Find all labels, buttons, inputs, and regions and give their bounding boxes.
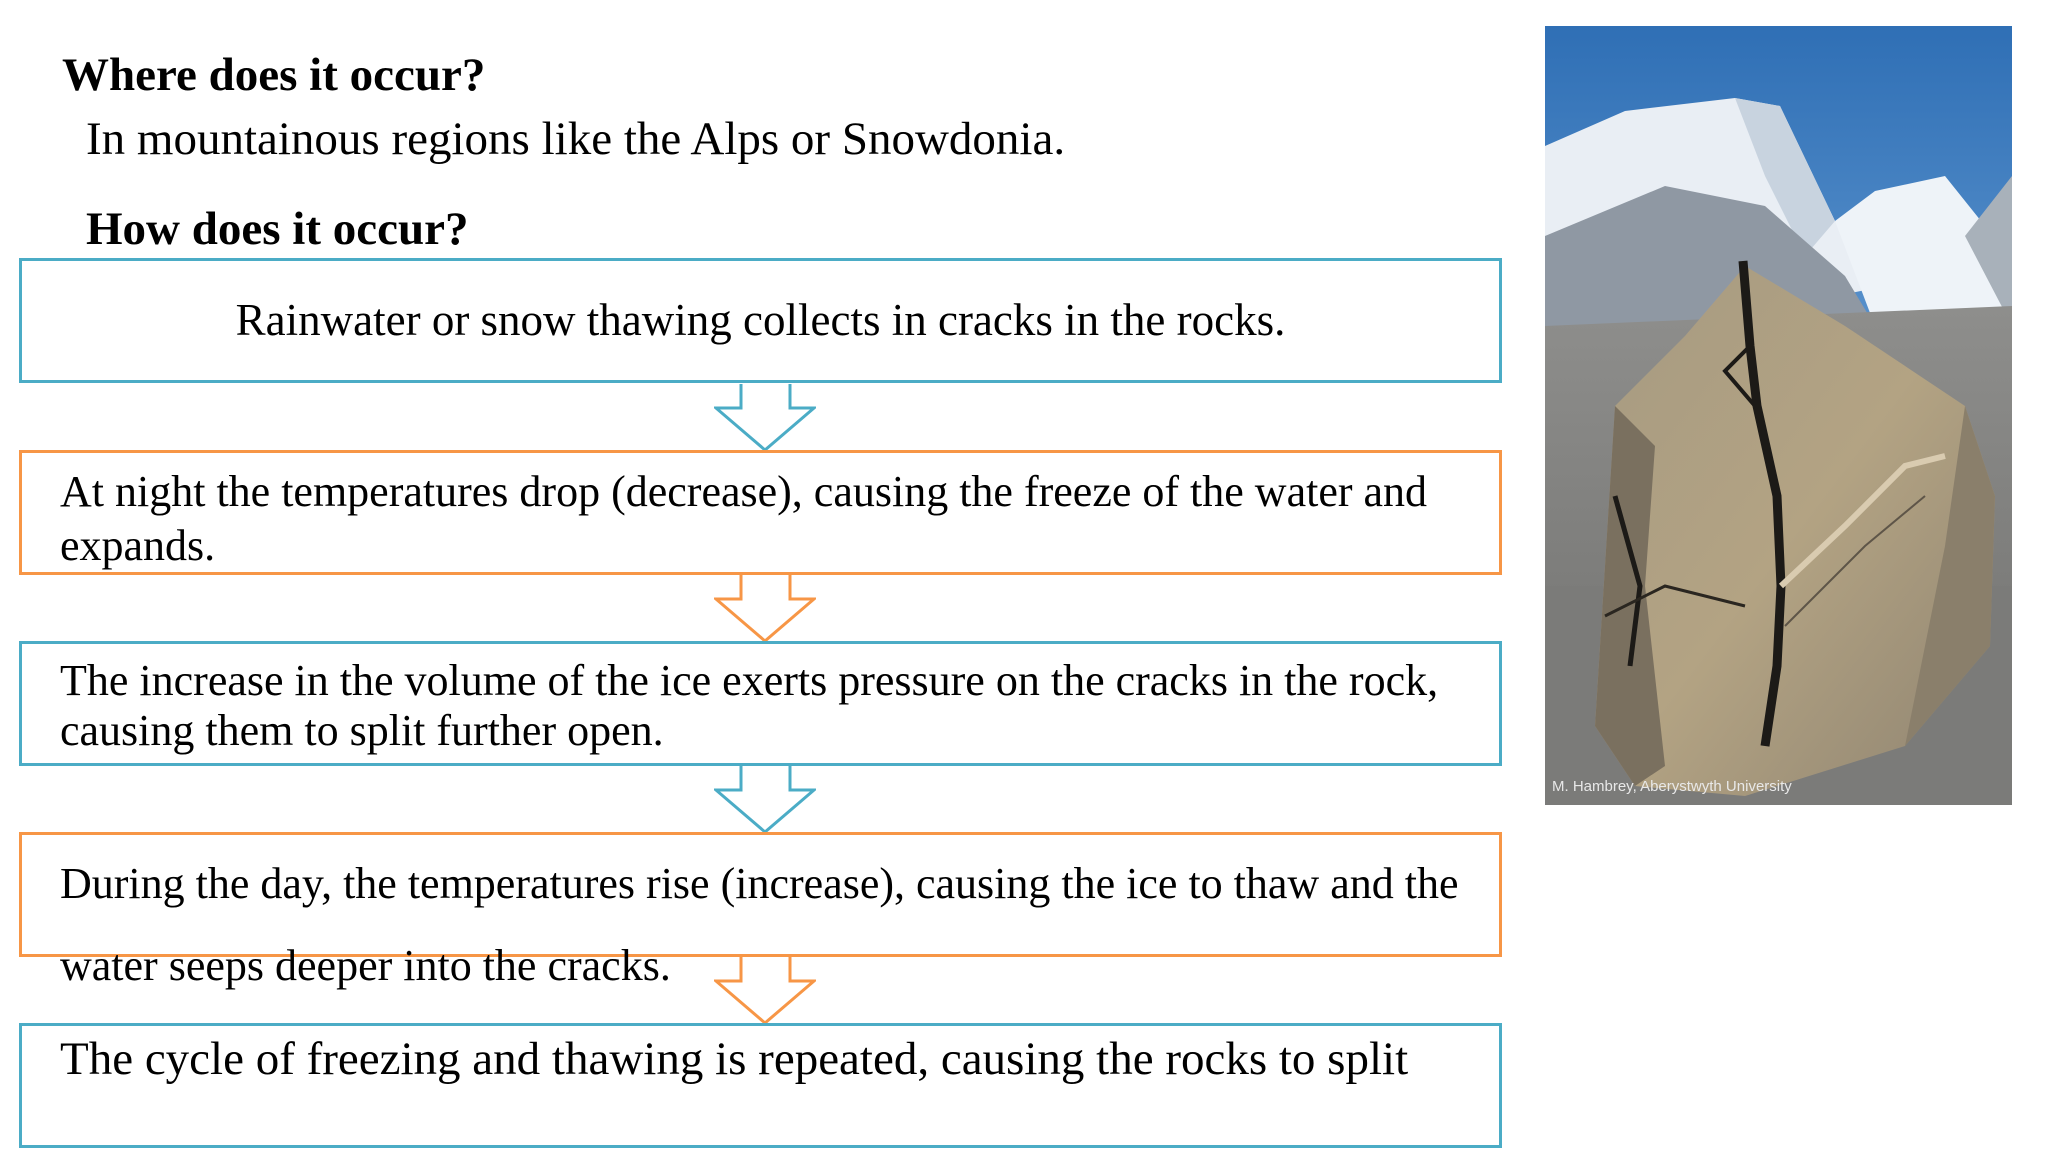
- flow-arrow-2: [714, 575, 816, 645]
- step-box-2: [19, 450, 1502, 575]
- how-heading: How does it occur?: [86, 203, 469, 255]
- step-box-4: [19, 832, 1502, 990]
- photo-credit: M. Hambrey, Aberystwyth University: [1552, 778, 1792, 795]
- step-box-5: [19, 1023, 1502, 1148]
- step-text-3: The increase in the volume of the ice exerts pressure on the cracks in the rock, causing them to split further open.: [60, 656, 1439, 756]
- step-text-1: Rainwater or snow thawing collects in cracks in the rocks.: [235, 295, 1286, 345]
- step-text-2: At night the temperatures drop (decrease), causing the freeze of the water and expands.: [60, 467, 1428, 570]
- where-heading: Where does it occur?: [62, 49, 486, 101]
- flow-arrow-3: [714, 766, 816, 836]
- step-text-4: During the day, the temperatures rise (increase), causing the ice to thaw and the water seeps deeper into the cracks.: [60, 859, 1459, 990]
- step-text-5: The cycle of freezing and thawing is repeated, causing the rocks to split: [60, 1033, 1409, 1085]
- flow-arrow-1: [714, 384, 816, 454]
- step-box-3: [19, 641, 1502, 766]
- step-box-1: [19, 258, 1502, 383]
- flow-arrow-4: [714, 957, 816, 1027]
- where-answer: In mountainous regions like the Alps or Snowdonia.: [86, 113, 1066, 165]
- boulder-photo: [1545, 26, 2012, 805]
